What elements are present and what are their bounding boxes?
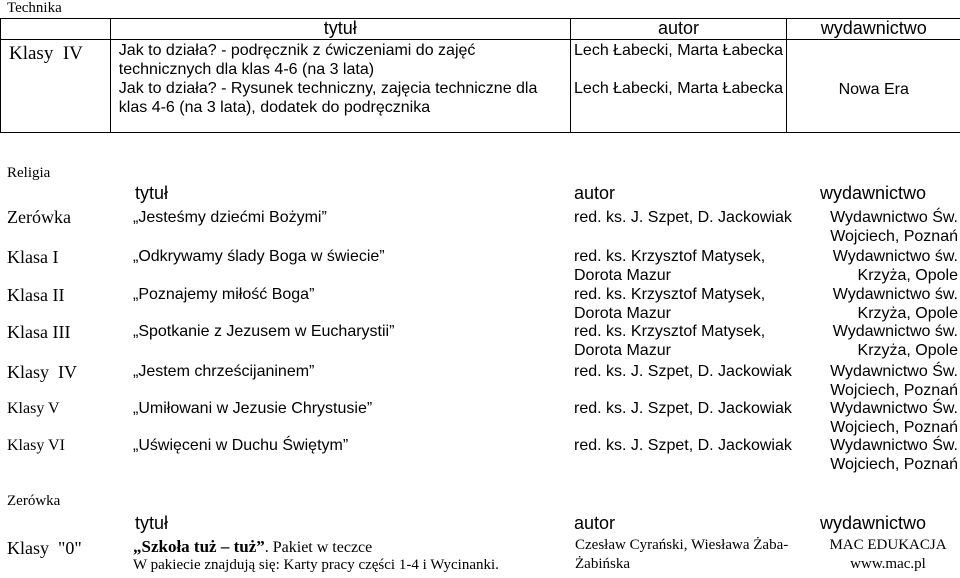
title-1: Jak to działa? - podręcznik z ćwiczeniami do zajęć technicznych dla klas 4-6 (na 3 lata) — [118, 42, 476, 78]
religia-row-title: „Jesteśmy dziećmi Bożymi” — [133, 209, 327, 226]
zerowka-header-tytul: tytuł — [135, 513, 169, 533]
technika-row — [1, 40, 960, 133]
zerowka-title-bold: „Szkoła tuż – tuż” — [133, 537, 265, 556]
zerowka-title-rest: . Pakiet w teczce — [264, 539, 373, 556]
religia-row-class: Zerówka — [7, 207, 71, 227]
zerowka-row-author: Czesław Cyrański, Wiesława Żaba-Żabińska — [575, 537, 789, 572]
religia-row-class: Klasa I — [7, 247, 59, 267]
publisher: Nowa Era — [838, 81, 909, 98]
religia-row-publisher: Wydawnictwo Św. Wojciech, Poznań — [830, 363, 958, 399]
religia-row-class: Klasa II — [7, 285, 65, 305]
zerowka-header-autor: autor — [574, 513, 616, 533]
religia-row-class: Klasy VI — [7, 437, 65, 454]
header-autor: autor — [658, 18, 700, 38]
religia-row-publisher: Wydawnictwo Św. Wojciech, Poznań — [830, 209, 958, 245]
zerowka-publisher-line1: MAC EDUKACJA — [829, 537, 947, 553]
religia-row-publisher: Wydawnictwo Św. Wojciech, Poznań — [830, 400, 958, 436]
zerowka-publisher-line2: www.mac.pl — [850, 556, 926, 572]
religia-row-publisher: Wydawnictwo św. Krzyża, Opole — [832, 286, 958, 322]
religia-row-class: Klasa III — [7, 322, 71, 342]
religia-row-class: Klasy V — [7, 400, 60, 417]
religia-row-title: „Poznajemy miłość Boga” — [133, 286, 315, 303]
religia-row-title: „Umiłowani w Jezusie Chrystusie” — [133, 400, 373, 417]
technika-section-title: Technika — [7, 0, 62, 16]
religia-row-publisher: Wydawnictwo Św. Wojciech, Poznań — [830, 437, 958, 473]
religia-row-class: Klasy IV — [7, 362, 77, 382]
author-1: Lech Łabecki, Marta Łabecka — [574, 42, 784, 59]
zerowka-title-note: W pakiecie znajdują się: Karty pracy części 1-4 i Wycinanki. — [133, 557, 499, 573]
religia-row-author: red. ks. J. Szpet, D. Jackowiak — [574, 400, 792, 417]
religia-row-author: red. ks. J. Szpet, D. Jackowiak — [574, 437, 792, 454]
religia-section-title: Religia — [7, 165, 51, 181]
religia-row-author: red. ks. J. Szpet, D. Jackowiak — [574, 209, 792, 226]
religia-row-title: „Spotkanie z Jezusem w Eucharystii” — [133, 323, 395, 340]
author-2: Lech Łabecki, Marta Łabecka — [574, 80, 784, 97]
zerowka-header-wydawnictwo: wydawnictwo — [820, 513, 927, 533]
religia-header-tytul: tytuł — [135, 183, 169, 203]
class-label: Klasy IV — [9, 43, 83, 64]
title-2: Jak to działa? - Rysunek techniczny, zajęcia techniczne dla klas 4-6 (na 3 lata), dodatek do podręcznika — [118, 80, 538, 116]
religia-row-title: „Odkrywamy ślady Boga w świecie” — [133, 248, 385, 265]
religia-header-wydawnictwo: wydawnictwo — [820, 183, 927, 203]
header-wydawnictwo: wydawnictwo — [820, 18, 927, 38]
header-tytul: tytuł — [323, 18, 357, 38]
religia-row-title: „Jestem chrześcijaninem” — [133, 363, 315, 380]
religia-row-author: red. ks. Krzysztof Matysek, Dorota Mazur — [574, 323, 766, 359]
religia-row-author: red. ks. Krzysztof Matysek, Dorota Mazur — [574, 248, 766, 284]
technika-header-row — [1, 19, 960, 40]
religia-header-autor: autor — [574, 183, 616, 203]
zerowka-row-class: Klasy "0" — [7, 538, 82, 558]
religia-row-publisher: Wydawnictwo św. Krzyża, Opole — [832, 248, 958, 284]
religia-row-author: red. ks. J. Szpet, D. Jackowiak — [574, 363, 792, 380]
religia-row-title: „Uświęceni w Duchu Świętym” — [133, 437, 349, 454]
religia-row-author: red. ks. Krzysztof Matysek, Dorota Mazur — [574, 286, 766, 322]
religia-row-publisher: Wydawnictwo św. Krzyża, Opole — [832, 323, 958, 359]
zerowka-section-title: Zerówka — [7, 493, 61, 509]
zerowka-row-title — [133, 537, 372, 557]
technika-table — [0, 18, 960, 133]
